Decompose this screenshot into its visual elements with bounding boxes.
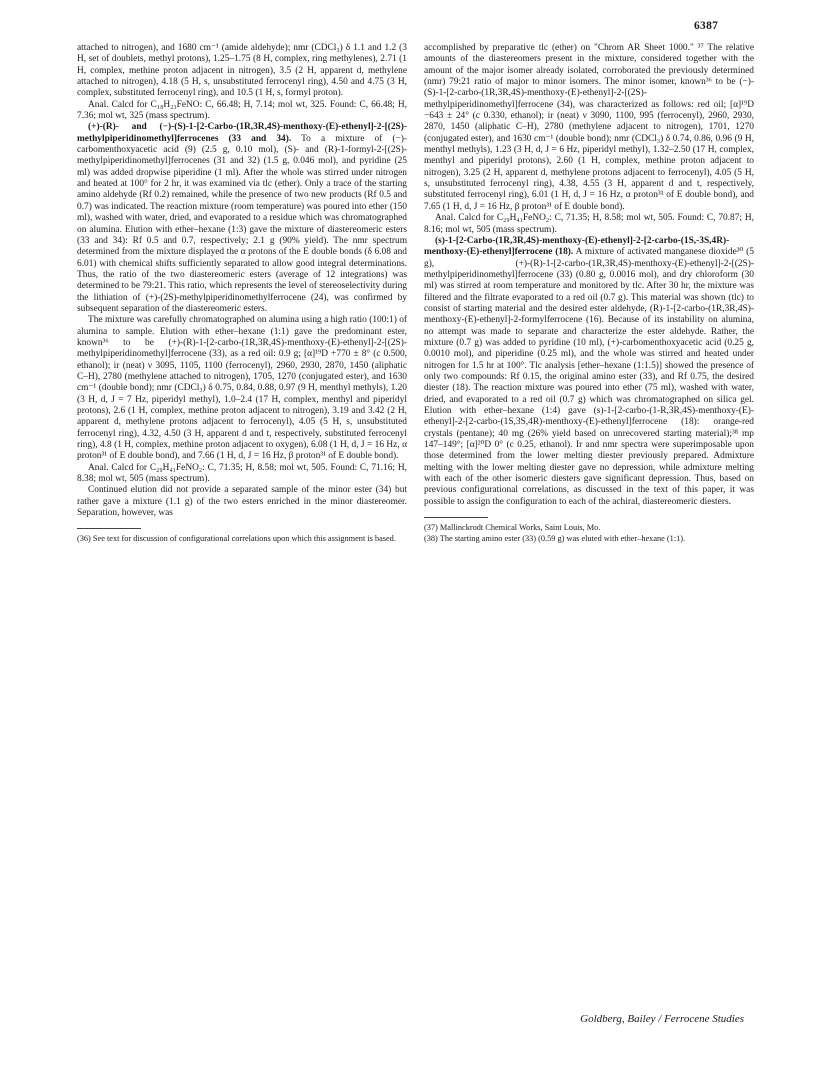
page-number: 6387	[694, 20, 719, 32]
footnote-divider	[77, 528, 141, 529]
right-procedure-diester	[424, 236, 754, 508]
right-procedure-body: A mixture of activated manganese dioxide³⁰ (5 g), (+)-(R)-1-[2-carbo-(1R,3R,4S)-menthoxy-(E)-ethenyl]-2-[(2S)-methylpiperidinomethyl]ferrocene (33) (0.80 g, 0.0016 mol), and dry chloroform (30 ml) was stirred at room temperature and monitored by tlc. After 30 hr, the mixture was filtered and the filtrate evaporated to a red oil (0.7 g). This material was shown (tlc) to consist of starting material and the desired ester aldehyde, (R)-1-[2-carbo-(1R,3R,4S)-menthoxy-(E)-ethenyl]-2-formylferrocene (16). Because of its instability on alumina, no attempt was made to separate and characterize the ester aldehyde. Rather, the mixture (0.7 g) was added to pyridine (10 ml), (+)-carbomenthoxyacetic acid (0.25 g, 0.0010 mol), and piperidine (0.25 ml), and the whole was stirred and heated under nitrogen for 1.5 hr at 100°. Tlc analysis [ether–hexane (1:1.5)] showed the presence of only two compounds: Rf 0.15, the original amino ester (33), and Rf 0.75, the desired diester (18). The reaction mixture was poured into ether (75 ml), washed with water, dried, and evaporated to a red oil (0.7 g) which was chromatographed on silica gel. Elution with ether–hexane (1:4) gave (s)-1-[2-carbo-(1-R,3R,4S)-menthoxy-(E)-ethenyl]-2-[2-carbo-(1S,3S,4R)-menthoxy-(E)-ethenyl]ferrocene (18): orange-red crystals (pentane); 40 mg (26% yield based on unrecovered starting material);³⁸ mp 147–149°; [α]²⁰D 0° (c 0.25, ethanol). Ir and nmr spectra were superimposable upon those determined from the lower melting diester previously prepared. Admixture melting with the lower melting diester gave no depression, while admixture melting with each of the other isomeric diesters gave significant depression. Thus, based on previous configurational correlations, as discussed in the text of this paper, it was possible to assign the configuration to each of the achiral, diastereomeric diesters.	[424, 247, 754, 507]
left-procedure-body: To a mixture of (−)-carbomenthoxyacetic acid (9) (2.5 g, 0.10 mol), (S)- and (R)-1-formyl-2-[(2S)-methylpiperidinomethyl]ferrocenes (31 and 32) (1.5 g, 0.046 mol), and pyridine (25 ml) was added dropwise piperidine (1 ml). After the whole was stirred under nitrogen and heated at 100° for 2 hr, it was examined via tlc (ether). Only a trace of the starting amino aldehyde (Rf 0.2) remained, while the presence of two new products (Rf 0.5 and 0.7) was indicated. The reaction mixture (room temperature) was poured into ether (150 ml), washed with water, dried, and evaporated to a residue which was chromatographed on alumina. Elution with ether–hexane (1:3) gave the mixture of diastereomeric esters (33 and 34): Rf 0.5 and 0.7, respectively; 2.1 g (90% yield). The nmr spectrum determined from the mixture displayed the α protons of the E double bonds (δ 6.08 and 6.01) with chemical shifts sufficiently separated to allow good integral determinations. Thus, the ratio of the two diastereomeric esters (average of 12 integrations) was determined to be 79:21. This ratio, which represents the level of stereoselectivity during the lithiation of (+)-(2S)-methylpiperidinomethylferrocene (24), was confirmed by subsequent separation of the diastereomeric esters.	[77, 133, 407, 314]
left-chromatography-paragraph: The mixture was carefully chromatographed on alumina using a high ratio (100:1) of alumina to sample. Elution with ether–hexane (1:1) gave the predominant ester, known³⁶ to be (+)-(R)-1-[2-carbo-(1R,3R,4S)-menthoxy-(E)-ethenyl]-2-[(2S)-methylpiperidinomethyl]ferrocene (33), as a red oil: 0.9 g; [α]¹⁹D +770 ± 8° (c 0.500, ethanol); ir (neat) ν 3095, 1105, 1100 (ferrocenyl), 2960, 2930, 2870, 1450 (aliphatic C–H), 2780 (methylene attached to nitrogen), 1705, 1270 (conjugated ester), and 1630 cm⁻¹ (double bond); nmr (CDCl₃) δ 0.75, 0.84, 0.88, 0.97 (9 H, menthyl methyls), 1.20 (3 H, d, J = 7 Hz, piperidyl methyl), 1.0–2.4 (17 H, complex, menthyl and piperidyl protons), 2.6 (1 H, complex, methine proton adjacent to nitrogen), 3.19 and 3.42 (2 H, apparent d, methylene protons adjacent to ferrocenyl), 4.05 (5 H, s, unsubstituted ferrocenyl ring), 4.32, 4.50 (3 H, apparent d and t, respectively, substituted ferrocenyl ring), 4.8 (1 H, complex, methine proton adjacent to oxygen), 6.08 (1 H, d, J = 16 Hz, α proton³¹ of E double bond), and 7.66 (1 H, d, J = 16 Hz, β proton³¹ of E double bond).	[77, 315, 407, 462]
footnote-38: (38) The starting amino ester (33) (0.59 g) was eluted with ether–hexane (1:1).	[424, 534, 686, 544]
left-analysis-2: Anal. Calcd for C₂₉H₄₁FeNO₂: C, 71.35; H, 8.58; mol wt, 505. Found: C, 71.16; H, 8.38; mol wt, 505 (mass spectrum).	[77, 462, 407, 485]
footnote-36: (36) See text for discussion of configurational correlations upon which this assignment is based.	[77, 534, 396, 544]
running-footer: Goldberg, Bailey / Ferrocene Studies	[580, 1013, 744, 1025]
left-column	[77, 43, 407, 546]
footnote-divider	[424, 517, 488, 518]
right-paragraph-1: accomplished by preparative tlc (ether) on "Chrom AR Sheet 1000." ³⁷ The relative amounts of the diastereomers present in the mixture, considered together with the amount of the major isomer already isolated, corroborated the previously determined (nmr) 79:21 ratio of major to minor isomers. The minor isomer, known³⁶ to be (−)-(S)-1-[2-carbo-(1R,3R,4S)-menthoxy-(E)-ethenyl]-2-[(2S)-methylpiperidinomethyl]ferrocene (34), was characterized as follows: red oil; [α]¹⁹D −643 ± 24° (c 0.330, ethanol); ir (neat) ν 3090, 1100, 995 (ferrocenyl), 2960, 2930, 2870, 1450 (aliphatic C–H), 2780 (methylene adjacent to nitrogen), 1701, 1270 (conjugated ester), and 1630 cm⁻¹ (double bond); nmr (CDCl₃) δ 0.74, 0.86, 0.96 (9 H, menthyl methyls), 1.23 (3 H, d, J = 6 Hz, piperidyl methyl), 1.32–2.50 (17 H, complex, menthyl and piperidyl protons), 2.60 (1 H, complex, methine proton adjacent to nitrogen), 3.25 (2 H, apparent d, methylene protons adjacent to ferrocenyl), 4.05 (5 H, s, unsubstituted ferrocenyl ring), 4.38, 4.55 (3 H, apparent d and t, respectively, substituted ferrocenyl ring), 6.01 (1 H, d, J = 16 Hz, α proton³¹ of E double bond), and 7.65 (1 H, d, J = 16 Hz, β proton³¹ of E double bond).	[424, 43, 754, 212]
left-procedure-esters	[77, 122, 407, 315]
left-continued-elution: Continued elution did not provide a separated sample of the minor ester (34) but rather gave a mixture (1.1 g) of the two esters enriched in the minor diastereomer. Separation, however, was	[77, 485, 407, 519]
footnote-37: (37) Mallinckrodt Chemical Works, Saint Louis, Mo.	[424, 523, 601, 533]
right-column	[424, 43, 754, 546]
compound-heading-33-34: (+)-(R)- and (−)-(S)-1-[2-Carbo-(1R,3R,4S)-menthoxy-(E)-ethenyl]-2-[(2S)-methylpiperidinomethyl]ferrocenes (33 and 34).	[77, 122, 407, 144]
left-analysis-1: Anal. Calcd for C₁₈H₂₃FeNO: C, 66.48; H, 7.14; mol wt, 325. Found: C, 66.48; H, 7.36; mol wt, 325 (mass spectrum).	[77, 99, 407, 122]
compound-heading-18: (s)-1-[2-Carbo-(1R,3R,4S)-menthoxy-(E)-ethenyl]-2-[2-carbo-(1S,-3S,4R)-menthoxy-(E)-ethenyl]ferrocene (18).	[424, 235, 730, 258]
right-analysis-1: Anal. Calcd for C₂₉H₄₁FeNO₂: C, 71.35; H, 8.58; mol wt, 505. Found: C, 70.87; H, 8.16; mol wt, 505 (mass spectrum).	[424, 213, 754, 235]
left-paragraph-1: attached to nitrogen), and 1680 cm⁻¹ (amide aldehyde); nmr (CDCl₃) δ 1.1 and 1.2 (3 H, set of doublets, methyl protons), 1.25–1.75 (8 H, complex, ring methylenes), 2.71 (1 H, complex, methine proton adjacent in nitrogen), 3.5 (2 H, apparent d, methylene attached to nitrogen), 4.18 (5 H, s, unsubstituted ferrocenyl ring), 4.50 and 4.75 (3 H, complex, substituted ferrocenyl ring), and 10.5 (1 H, s, formyl proton).	[77, 43, 407, 99]
